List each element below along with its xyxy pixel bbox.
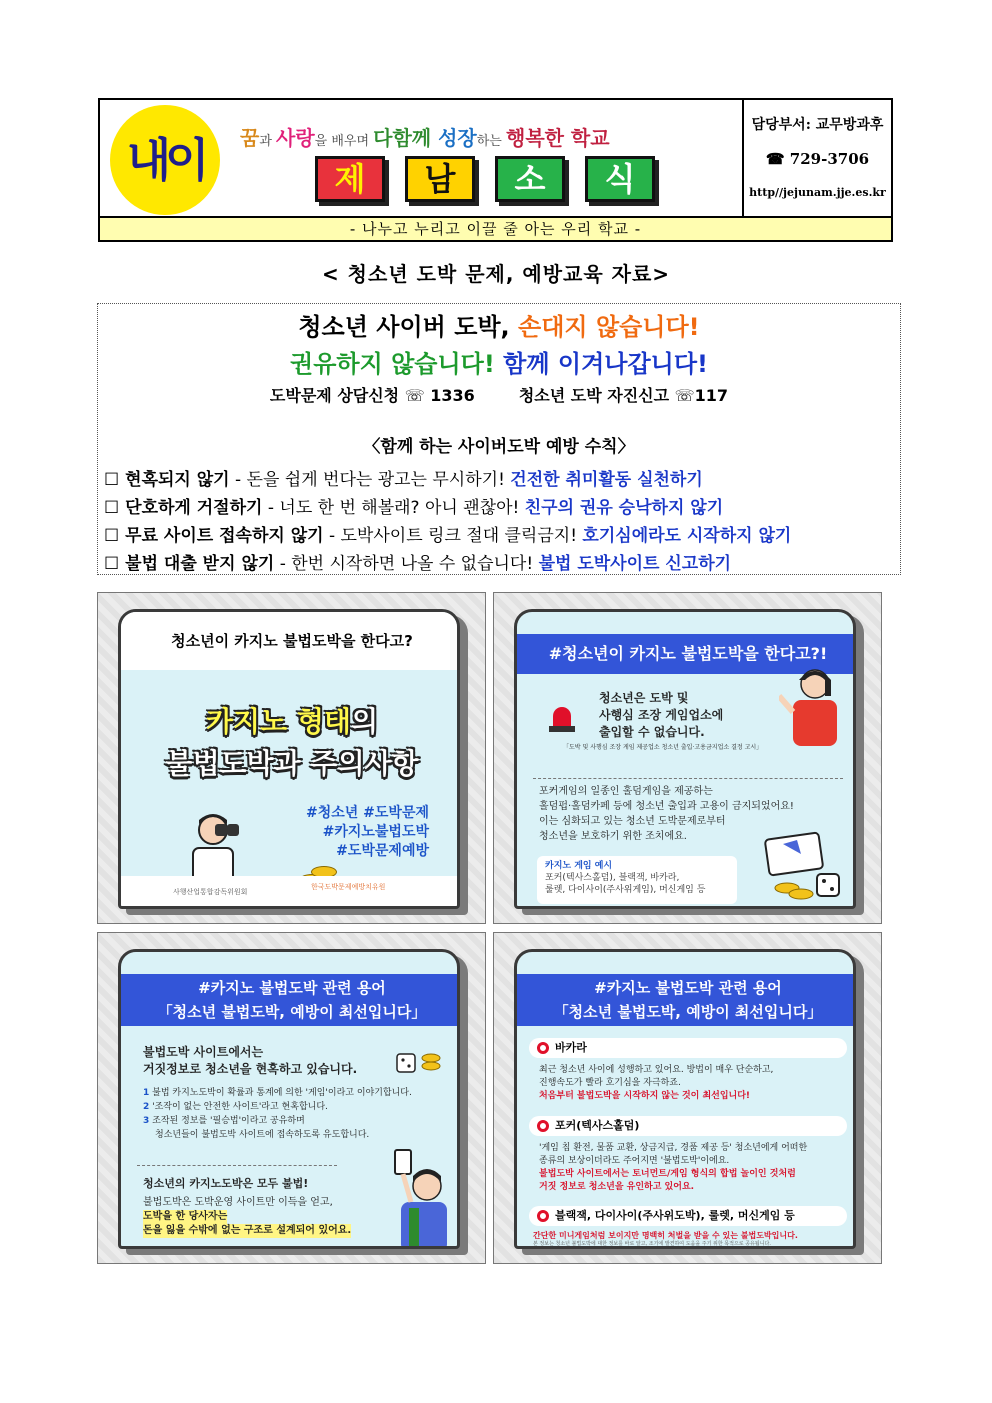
hashtags [306,804,429,861]
circle-icon [537,1210,549,1222]
title-char: 식 [585,156,655,202]
rule-title: ☐ 무료 사이트 접속하지 않기 [104,526,324,546]
org-1: 사행산업통합감독위원회 [173,888,248,896]
rule-action: 건전한 취미활동 실천하기 [510,470,703,490]
card-line: 사행심 조장 게임업소에 [599,708,724,722]
card-line: 포커게임의 일종인 홀덤게임을 제공하는 [539,786,713,797]
prevention-box [97,303,901,575]
term-body [539,1142,807,1194]
rules-heading: 〈함께 하는 사이버도박 예방 수칙〉 [363,437,635,457]
card-line: 청소년을 보호하기 위한 조치에요. [539,831,687,842]
school-url[interactable]: http//jejunam.jje.es.kr [749,186,886,199]
school-slogan [240,122,740,151]
card-line: 불법도박 사이트에서는 토너먼트/게임 형식의 합법 놀이인 것처럼 [539,1169,796,1179]
card-line: '게임 칩 환전, 물품 교환, 상금지급, 경품 제공 등' 청소년에게 어떠한 [539,1143,808,1153]
headline-rest: 의 [350,705,379,738]
term-body [539,1064,773,1103]
card-line: 홀덤펍·홀덤카페 등에 청소년 출입과 고용이 금지되었어요! [539,801,794,812]
phone-number: ☎ 729-3706 [765,150,870,168]
headline-2 [98,344,900,379]
list-number: 3 [143,1116,150,1126]
dice-coins-icon [395,1048,443,1078]
slogan-part: 행복한 학교 [506,126,610,150]
banner-line: 「청소년 불법도박, 예방이 최선입니다」 [157,1003,427,1021]
rule-action: 친구의 권유 승낙하지 않기 [524,498,724,518]
rule-title: ☐ 현혹되지 않기 [104,470,230,490]
phone-user-icon [391,1148,455,1249]
list-text: 청소년들이 불법도박 사이트에 접속하도록 유도합니다. [155,1130,370,1140]
term-heading [529,1038,847,1058]
rule-item [104,493,900,518]
hashtag: #카지노불법도박 [322,824,429,840]
title-char: 제 [315,156,385,202]
card-headline-2: 불법도박과 주의사항 [165,747,419,780]
card-summary [143,1196,351,1238]
headline-1 [98,307,900,342]
term-heading [529,1116,847,1136]
examples-line: 포커(텍사스홀덤), 블랙잭, 바카라, [545,873,680,883]
casino-examples [537,856,737,904]
card-line: 불법도박 사이트에서는 [143,1045,264,1059]
slogan-part: 사랑 [276,126,315,150]
card-question: 청소년이 카지노 불법도박을 한다고? [121,612,460,670]
card-small-text: 「도박 및 사행심 조장 게임 제공업소 청소년 출입·고용금지업소 결정 고시」 [563,744,763,751]
card-line: 거짓정보로 청소년을 현혹하고 있습니다. [143,1062,358,1076]
card-line: 진행속도가 빨라 호기심을 자극하죠. [539,1078,681,1088]
presenter-icon [779,656,849,746]
list-text: '조작이 없는 안전한 사이트'라고 현혹합니다. [152,1102,328,1112]
card-summary-title: 청소년의 카지노도박은 모두 불법! [143,1177,309,1190]
hashtag: #도박문제예방 [336,843,429,859]
infographic-card-1 [97,592,486,924]
logo-text: 내이 [126,133,204,187]
card-headline [121,700,460,740]
title-char: 남 [405,156,475,202]
card-line: 종류의 보상이더라도 주어지면 '불법도박'이에요. [539,1156,730,1166]
list-item [143,1114,453,1128]
card-line: 돈을 잃을 수밖에 없는 구조로 설계되어 있어요. [143,1225,352,1236]
slogan-part: 다함께 [373,126,439,150]
card-panel [118,609,460,909]
examples-line: 룰렛, 다이사이(주사위게임), 머신게임 등 [545,885,706,895]
rule-text: - 돈을 쉽게 번다는 광고는 무시하기! [229,470,511,490]
rule-item [104,465,900,490]
examples-heading: 카지노 게임 예시 [545,861,613,871]
slogan-part: 과 [259,134,277,149]
term-body [533,1230,853,1248]
card-line: 도박을 한 당사자는 [143,1211,228,1222]
card-banner [121,974,460,1026]
banner-line: #카지노 불법도박 관련 용어 [594,979,782,997]
rule-title: ☐ 불법 대출 받지 않기 [104,554,275,574]
rule-text: - 한번 시작하면 나올 수 없습니다! [274,554,539,574]
rule-action: 불법 도박사이트 신고하기 [538,554,732,574]
headline-2-a: 권유하지 않습니다! [290,350,504,378]
rule-text: - 도박사이트 링크 절대 클릭금지! [323,526,583,546]
rule-item [104,549,900,574]
rule-title: ☐ 단호하게 거절하기 [104,498,263,518]
hotlines [98,383,900,406]
rule-action: 호기심에라도 시작하지 않기 [582,526,792,546]
list-number: 2 [143,1102,150,1112]
headline-1-a: 청소년 사이버 도박, [298,313,519,341]
list-number: 1 [143,1088,150,1098]
binoculars-person-icon [185,808,245,884]
card-line: 간단한 미니게임처럼 보이지만 명백히 처벌을 받을 수 있는 불법도박입니다. [533,1231,798,1240]
card-line: 청소년은 도박 및 [599,691,689,705]
term-label: 블랙잭, 다이사이(주사위도박), 룰렛, 머신게임 등 [555,1209,795,1222]
card-line: 최근 청소년 사이에 성행하고 있어요. 방법이 매우 단순하고, [539,1065,774,1075]
newsletter-header [98,98,893,242]
card-line: 처음부터 불법도박을 시작하지 않는 것이 최선입니다! [539,1091,751,1101]
infographic-card-4 [493,932,882,1264]
document-title: < 청소년 도박 문제, 예방교육 자료> [321,262,671,286]
header-main [100,100,744,218]
card-panel [514,949,856,1249]
org-2: 한국도박문제예방치유원 [311,883,386,891]
contact-info [744,100,891,218]
circle-icon [537,1042,549,1054]
card-panel [118,949,460,1249]
school-logo [110,105,220,215]
card-banner: #청소년이 카지노 불법도박을 한다고?! [517,634,856,674]
slogan-part: 성장 [438,126,477,150]
circle-icon [537,1120,549,1132]
department: 담당부서: 교무방과후 [751,117,884,133]
siren-icon [545,702,579,736]
slogan-part: 꿈 [240,126,260,150]
term-label: 바카라 [555,1041,587,1054]
slogan-part: 하는 [476,134,506,149]
list-item [143,1086,453,1100]
list-item [143,1100,453,1114]
card-paragraph [539,784,794,844]
title-char: 소 [495,156,565,202]
school-motto: - 나누고 누리고 이끌 줄 아는 우리 학교 - [100,218,891,240]
card-text [143,1044,357,1078]
headline-2-b: 함께 이겨나갑니다! [503,350,708,378]
infographic-card-2 [493,592,882,924]
card-line: 거짓 정보로 청소년을 유인하고 있어요. [539,1182,695,1192]
card-list [143,1086,453,1142]
headline-highlight: 카지노 형태 [205,705,351,738]
banner-line: 「청소년 불법도박, 예방이 최선입니다」 [553,1003,823,1021]
cards-dice-icon [757,830,847,904]
counseling-hotline: 도박문제 상담신청 ☏ 1336 [269,386,475,405]
infographic-card-3 [97,932,486,1264]
card-line: 출입할 수 없습니다. [599,725,705,739]
slogan-part: 을 배우며 [314,134,374,149]
term-label: 포커(텍사스홀덤) [555,1119,640,1132]
report-hotline: 청소년 도박 자진신고 ☏117 [518,386,729,405]
list-text: 조작된 정보를 '필승법'이라고 공유하며 [152,1116,305,1126]
org-logos [121,876,460,906]
card-panel [514,609,856,909]
card-banner [517,974,856,1026]
card-text [599,690,723,741]
rule-item [104,521,900,546]
list-text: 불법 카지노도박이 확률과 통계에 의한 '게임'이라고 이야기합니다. [152,1088,412,1098]
term-heading [529,1206,847,1226]
card-line: 불법도박은 도박운영 사이트만 이득을 얻고, [143,1197,333,1208]
banner-line: #카지노 불법도박 관련 용어 [198,979,386,997]
card-line: 이는 심화되고 있는 청소년 도박문제로부터 [539,816,726,827]
headline-1-b: 손대지 않습니다! [518,313,700,341]
hashtag: #청소년 #도박문제 [305,805,429,821]
card-footnote: 본 정보는 청소년 불법도박에 대한 정보를 바로 알고, 조기에 발견하여 도움을 주기 위한 목적으로 공유됩니다. [533,1241,771,1247]
rule-text: - 너도 한 번 해볼래? 아니 괜찮아! [262,498,525,518]
